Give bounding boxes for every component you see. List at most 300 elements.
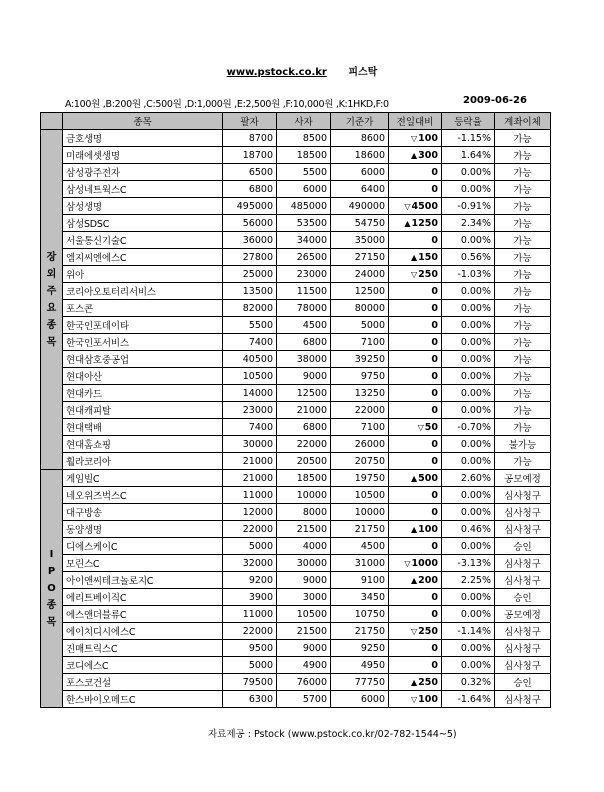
stock-name-value: 네오위즈벅스C	[66, 491, 127, 502]
stock-name	[63, 419, 223, 436]
price-change-value: 150	[418, 251, 438, 263]
stock-name-value: 아이앤씨테크놀로지C	[66, 576, 154, 587]
table-row	[41, 198, 551, 215]
buy-price	[277, 453, 331, 470]
data-source-footer: 자료제공 : Pstock (www.pstock.co.kr/02-782-1544~5)	[208, 729, 457, 740]
buy-price-value: 26500	[296, 251, 327, 263]
change-rate	[442, 589, 495, 606]
sell-price	[223, 351, 277, 368]
stock-name	[63, 300, 223, 317]
price-change-value: 0	[431, 659, 438, 671]
base-price	[331, 317, 389, 334]
base-price	[331, 130, 389, 147]
buy-price	[277, 164, 331, 181]
change-rate-value: 1.64%	[460, 149, 491, 161]
change-rate	[442, 470, 495, 487]
price-change	[389, 181, 442, 198]
sell-price-value: 5000	[248, 540, 273, 552]
price-change-value: 0	[431, 285, 438, 297]
table-row	[41, 640, 551, 657]
change-rate-value: 0.32%	[460, 676, 491, 688]
stock-name	[63, 402, 223, 419]
buy-price	[277, 130, 331, 147]
stock-name-value: 현대카드	[66, 389, 102, 400]
sell-price	[223, 623, 277, 640]
stock-name-value: 서울통신기술C	[66, 236, 127, 247]
price-change	[389, 198, 442, 215]
buy-price	[277, 657, 331, 674]
base-price	[331, 368, 389, 385]
table-row	[41, 657, 551, 674]
sell-price-value: 36000	[242, 234, 273, 246]
transfer-status	[495, 266, 551, 283]
stock-name	[63, 368, 223, 385]
price-change	[389, 589, 442, 606]
price-change	[389, 419, 442, 436]
price-change	[389, 521, 442, 538]
price-change	[389, 657, 442, 674]
change-rate-value: 0.00%	[460, 642, 491, 654]
price-change	[389, 266, 442, 283]
change-rate	[442, 657, 495, 674]
buy-price	[277, 368, 331, 385]
price-change-value: 250	[418, 676, 438, 688]
sell-price-value: 9200	[248, 574, 273, 586]
price-change-value: 0	[431, 540, 438, 552]
base-price	[331, 691, 389, 708]
sell-price-value: 12000	[242, 506, 273, 518]
stock-name-value: 현대아산	[66, 372, 102, 383]
sell-price	[223, 147, 277, 164]
sell-price-value: 82000	[242, 302, 273, 314]
sell-price-value: 9500	[248, 642, 273, 654]
stock-name-value: 에스앤더블류C	[66, 610, 127, 621]
buy-price-value: 4000	[302, 540, 327, 552]
transfer-status-value: 가능	[513, 185, 532, 196]
change-rate-value: -1.15%	[457, 132, 491, 144]
sell-price	[223, 317, 277, 334]
transfer-status	[495, 453, 551, 470]
price-change-value: 0	[431, 591, 438, 603]
base-price	[331, 419, 389, 436]
stock-name	[63, 640, 223, 657]
base-price	[331, 436, 389, 453]
transfer-status	[495, 249, 551, 266]
change-rate	[442, 691, 495, 708]
stock-name	[63, 674, 223, 691]
table-row	[41, 300, 551, 317]
change-rate	[442, 538, 495, 555]
stock-name	[63, 181, 223, 198]
change-rate	[442, 402, 495, 419]
buy-price	[277, 402, 331, 419]
stock-name-value: 엠지씨엔에스C	[66, 253, 127, 264]
transfer-status	[495, 215, 551, 232]
price-change	[389, 453, 442, 470]
price-change-value: 0	[431, 455, 438, 467]
price-change-value: 0	[431, 183, 438, 195]
stock-name-value: 포스콘	[66, 304, 93, 315]
stock-name-value: 코리아오토터리서비스	[66, 287, 156, 298]
base-price-value: 8600	[360, 132, 385, 144]
buy-price	[277, 487, 331, 504]
transfer-status	[495, 470, 551, 487]
section-label-ipo	[41, 470, 63, 708]
stock-name	[63, 487, 223, 504]
stock-name-value: 대구방송	[66, 508, 102, 519]
transfer-status-value: 가능	[513, 168, 532, 179]
change-rate-value: -1.03%	[457, 268, 491, 280]
change-rate-value: 0.46%	[460, 523, 491, 535]
price-change-value: 0	[431, 642, 438, 654]
sell-price-value: 79500	[242, 676, 273, 688]
sell-price	[223, 385, 277, 402]
table-row	[41, 419, 551, 436]
transfer-status-value: 가능	[513, 338, 532, 349]
sell-price	[223, 606, 277, 623]
section-label-char: 목	[46, 336, 57, 348]
stock-price-table	[40, 112, 551, 708]
buy-price-value: 485000	[290, 200, 327, 212]
change-rate	[442, 300, 495, 317]
base-price	[331, 351, 389, 368]
transfer-status	[495, 589, 551, 606]
column-header: 등락율	[442, 113, 495, 130]
price-change-value: 0	[431, 319, 438, 331]
base-price-value: 20750	[354, 455, 385, 467]
buy-price-value: 5500	[302, 166, 327, 178]
column-header: 기준가	[331, 113, 389, 130]
transfer-status-value: 가능	[513, 321, 532, 332]
sell-price	[223, 436, 277, 453]
brand-name: 피스탁	[348, 67, 378, 78]
change-rate-value: 0.00%	[460, 489, 491, 501]
buy-price	[277, 317, 331, 334]
section-label-char: 목	[46, 617, 57, 628]
transfer-status-value: 가능	[513, 253, 532, 264]
section-label-char: 요	[46, 302, 57, 314]
stock-name	[63, 453, 223, 470]
change-rate-value: -1.14%	[457, 625, 491, 637]
sell-price-value: 22000	[242, 625, 273, 637]
sell-price-value: 5000	[248, 659, 273, 671]
buy-price-value: 6800	[302, 336, 327, 348]
change-rate-value: -0.91%	[457, 200, 491, 212]
price-change-value: 1250	[411, 217, 438, 229]
buy-price-value: 9000	[302, 574, 327, 586]
stock-name	[63, 606, 223, 623]
buy-price	[277, 147, 331, 164]
change-rate	[442, 385, 495, 402]
buy-price-value: 4900	[302, 659, 327, 671]
sell-price-value: 32000	[242, 557, 273, 569]
sell-price-value: 7400	[248, 336, 273, 348]
buy-price-value: 6000	[302, 183, 327, 195]
stock-name	[63, 164, 223, 181]
change-rate	[442, 572, 495, 589]
base-price-value: 80000	[354, 302, 385, 314]
sell-price	[223, 572, 277, 589]
sell-price	[223, 402, 277, 419]
stock-name-value: 삼성생명	[66, 202, 102, 213]
table-row	[41, 283, 551, 300]
change-rate-value: 2.25%	[460, 574, 491, 586]
base-price	[331, 147, 389, 164]
base-price-value: 54750	[354, 217, 385, 229]
sell-price	[223, 232, 277, 249]
transfer-status	[495, 419, 551, 436]
buy-price	[277, 521, 331, 538]
site-url[interactable]: www.pstock.co.kr	[226, 67, 327, 78]
base-price	[331, 589, 389, 606]
up-triangle-icon: ▲	[411, 677, 418, 687]
transfer-status-value: 심사청구	[504, 491, 541, 502]
transfer-status-value: 가능	[513, 372, 532, 383]
buy-price	[277, 572, 331, 589]
price-change	[389, 470, 442, 487]
buy-price-value: 78000	[296, 302, 327, 314]
buy-price-value: 10000	[296, 489, 327, 501]
change-rate	[442, 504, 495, 521]
change-rate-value: -0.70%	[457, 421, 491, 433]
buy-price-value: 4500	[302, 319, 327, 331]
section-label-char: I	[49, 549, 54, 560]
buy-price	[277, 606, 331, 623]
base-price-value: 10000	[354, 506, 385, 518]
change-rate	[442, 674, 495, 691]
sell-price	[223, 589, 277, 606]
table-row	[41, 351, 551, 368]
sell-price	[223, 640, 277, 657]
buy-price	[277, 504, 331, 521]
stock-name	[63, 385, 223, 402]
table-row	[41, 181, 551, 198]
down-triangle-icon: ▽	[411, 269, 418, 279]
stock-name-value: 위아	[66, 270, 84, 281]
table-row	[41, 555, 551, 572]
base-price-value: 31000	[354, 557, 385, 569]
change-rate	[442, 147, 495, 164]
transfer-status-value: 가능	[513, 134, 532, 145]
price-change-value: 0	[431, 489, 438, 501]
transfer-status-value: 승인	[513, 542, 532, 553]
price-change	[389, 538, 442, 555]
buy-price	[277, 249, 331, 266]
sell-price	[223, 215, 277, 232]
transfer-status-value: 가능	[513, 270, 532, 281]
base-price	[331, 198, 389, 215]
base-price-value: 77750	[354, 676, 385, 688]
base-price	[331, 300, 389, 317]
table-row	[41, 317, 551, 334]
base-price-value: 21750	[354, 625, 385, 637]
transfer-status	[495, 130, 551, 147]
transfer-status	[495, 657, 551, 674]
stock-name-value: 디에스케이C	[66, 542, 118, 553]
buy-price	[277, 232, 331, 249]
stock-name	[63, 317, 223, 334]
transfer-status-value: 가능	[513, 219, 532, 230]
sell-price	[223, 555, 277, 572]
buy-price	[277, 640, 331, 657]
stock-name-value: 삼성광주전자	[66, 168, 120, 179]
stock-name-value: 포스코건설	[66, 678, 111, 689]
base-price-value: 18600	[354, 149, 385, 161]
transfer-status	[495, 572, 551, 589]
buy-price-value: 23000	[296, 268, 327, 280]
buy-price-value: 21500	[296, 625, 327, 637]
stock-name-value: 삼성네트웍스C	[66, 185, 127, 196]
transfer-status-value: 심사청구	[504, 525, 541, 536]
stock-name	[63, 470, 223, 487]
up-triangle-icon: ▲	[404, 218, 411, 228]
table-row	[41, 606, 551, 623]
stock-name-value: 현대택배	[66, 423, 102, 434]
transfer-status-value: 가능	[513, 304, 532, 315]
change-rate	[442, 606, 495, 623]
change-rate-value: 0.00%	[460, 183, 491, 195]
up-triangle-icon: ▲	[411, 252, 418, 262]
price-change	[389, 691, 442, 708]
change-rate-value: 0.00%	[460, 353, 491, 365]
buy-price-value: 38000	[296, 353, 327, 365]
buy-price	[277, 215, 331, 232]
transfer-status-value: 가능	[513, 423, 532, 434]
buy-price	[277, 181, 331, 198]
transfer-status	[495, 436, 551, 453]
buy-price	[277, 436, 331, 453]
table-row	[41, 572, 551, 589]
transfer-status-value: 가능	[513, 202, 532, 213]
table-row	[41, 691, 551, 708]
change-rate-value: 0.00%	[460, 404, 491, 416]
stock-name	[63, 572, 223, 589]
price-change-value: 200	[418, 574, 438, 586]
sell-price	[223, 470, 277, 487]
buy-price	[277, 198, 331, 215]
buy-price-value: 9000	[302, 642, 327, 654]
report-date: 2009-06-26	[463, 95, 527, 106]
transfer-status	[495, 317, 551, 334]
sell-price-value: 56000	[242, 217, 273, 229]
change-rate-value: 0.00%	[460, 608, 491, 620]
sell-price-value: 11000	[242, 489, 273, 501]
stock-name-value: 코디에스C	[66, 661, 109, 672]
sell-price-value: 3900	[248, 591, 273, 603]
section-label-char: O	[47, 583, 56, 594]
price-change	[389, 147, 442, 164]
price-change	[389, 249, 442, 266]
stock-name	[63, 334, 223, 351]
buy-price	[277, 283, 331, 300]
price-change	[389, 623, 442, 640]
transfer-status-value: 공모예정	[504, 610, 541, 621]
base-price	[331, 572, 389, 589]
base-price-value: 21750	[354, 523, 385, 535]
sell-price-value: 7400	[248, 421, 273, 433]
table-row	[41, 538, 551, 555]
base-price	[331, 606, 389, 623]
base-price	[331, 266, 389, 283]
table-row	[41, 266, 551, 283]
stock-name-value: 게임빌C	[66, 474, 100, 485]
price-change	[389, 215, 442, 232]
transfer-status	[495, 300, 551, 317]
sell-price	[223, 419, 277, 436]
price-change	[389, 640, 442, 657]
price-change-value: 500	[418, 472, 438, 484]
stock-name	[63, 504, 223, 521]
sell-price-value: 5500	[248, 319, 273, 331]
buy-price-value: 18500	[296, 149, 327, 161]
transfer-status-value: 심사청구	[504, 559, 541, 570]
change-rate	[442, 317, 495, 334]
transfer-status	[495, 147, 551, 164]
stock-name	[63, 147, 223, 164]
transfer-status	[495, 198, 551, 215]
table-row	[41, 674, 551, 691]
table-row	[41, 521, 551, 538]
buy-price-value: 8000	[302, 506, 327, 518]
price-change	[389, 164, 442, 181]
down-triangle-icon: ▽	[404, 558, 411, 568]
up-triangle-icon: ▲	[411, 575, 418, 585]
transfer-status-value: 심사청구	[504, 644, 541, 655]
transfer-status	[495, 351, 551, 368]
table-header-row	[41, 113, 551, 130]
down-triangle-icon: ▽	[411, 694, 418, 704]
change-rate-value: 0.00%	[460, 455, 491, 467]
transfer-status-value: 심사청구	[504, 627, 541, 638]
base-price	[331, 402, 389, 419]
change-rate-value: 0.00%	[460, 438, 491, 450]
sell-price-value: 8700	[248, 132, 273, 144]
table-row	[41, 589, 551, 606]
buy-price-value: 20500	[296, 455, 327, 467]
change-rate	[442, 487, 495, 504]
stock-name-value: 삼성SDSC	[66, 219, 110, 230]
sell-price-value: 30000	[242, 438, 273, 450]
change-rate-value: 2.34%	[460, 217, 491, 229]
change-rate-value: 0.00%	[460, 540, 491, 552]
base-price	[331, 249, 389, 266]
change-rate	[442, 198, 495, 215]
sell-price	[223, 453, 277, 470]
sell-price-value: 14000	[242, 387, 273, 399]
change-rate-value: 0.00%	[460, 659, 491, 671]
change-rate-value: 0.00%	[460, 234, 491, 246]
sell-price	[223, 164, 277, 181]
header-corner	[41, 113, 63, 130]
base-price-value: 4500	[360, 540, 385, 552]
sell-price	[223, 249, 277, 266]
transfer-status-value: 심사청구	[504, 661, 541, 672]
change-rate-value: 0.00%	[460, 387, 491, 399]
change-rate	[442, 215, 495, 232]
sell-price-value: 13500	[242, 285, 273, 297]
price-change	[389, 402, 442, 419]
sell-price	[223, 283, 277, 300]
base-price	[331, 657, 389, 674]
down-triangle-icon: ▽	[411, 626, 418, 636]
change-rate-value: 0.00%	[460, 591, 491, 603]
up-triangle-icon: ▲	[411, 150, 418, 160]
transfer-status-value: 가능	[513, 457, 532, 468]
buy-price-value: 22000	[296, 438, 327, 450]
stock-name-value: 현대홈쇼핑	[66, 440, 111, 451]
buy-price-value: 34000	[296, 234, 327, 246]
table-row	[41, 436, 551, 453]
